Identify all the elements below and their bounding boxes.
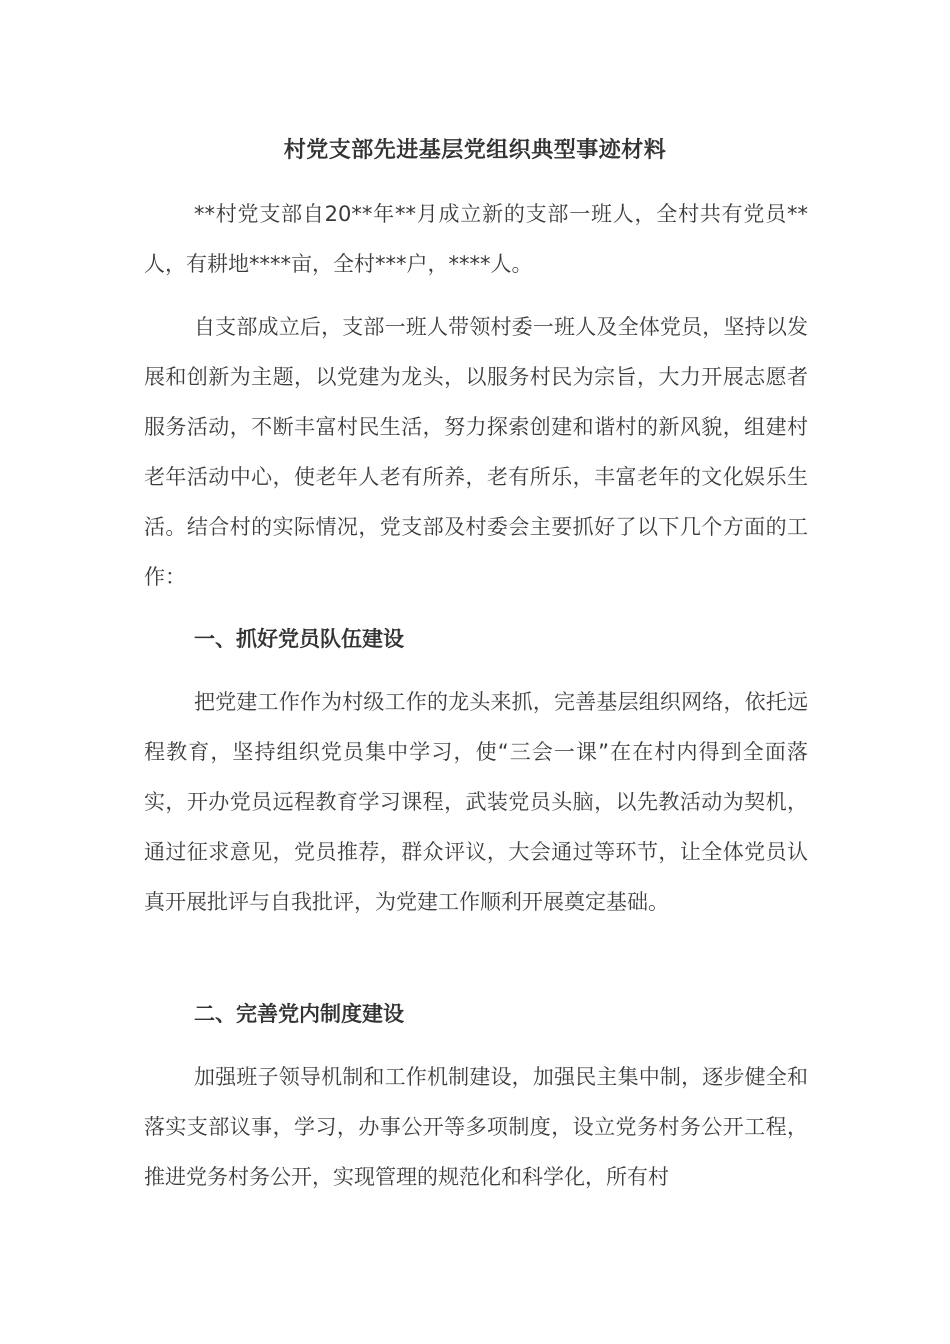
- section-heading-party-system: 二、完善党内制度建设: [194, 1002, 404, 1026]
- section-heading-party-members: 一、抓好党员队伍建设: [194, 627, 404, 651]
- intro-paragraph: **村党支部自20**年**月成立新的支部一班人，全村共有党员**人，有耕地****亩，全村***户，****人。: [144, 202, 808, 276]
- document-title: 村党支部先进基层党组织典型事迹材料: [283, 138, 667, 163]
- party-members-paragraph: 把党建工作作为村级工作的龙头来抓，完善基层组织网络，依托远程教育，坚持组织党员集中学习，使“三会一课”在在村内得到全面落实，开办党员远程教育学习课程，武装党员头脑，以先教活动为契机，通过征求意见，党员推荐，群众评议，大会通过等环节，让全体党员认真开展批评与自我批评，为党建工作顺利开展奠定基础。: [144, 690, 808, 914]
- work-overview-paragraph: 自支部成立后，支部一班人带领村委一班人及全体党员，坚持以发展和创新为主题，以党建为龙头，以服务村民为宗旨，大力开展志愿者服务活动，不断丰富村民生活，努力探索创建和谐村的新风貌，组建村老年活动中心，使老年人老有所养，老有所乐，丰富老年的文化娱乐生活。结合村的实际情况，党支部及村委会主要抓好了以下几个方面的工作：: [144, 315, 808, 589]
- party-system-paragraph: 加强班子领导机制和工作机制建设，加强民主集中制，逐步健全和落实支部议事，学习，办事公开等多项制度，设立党务村务公开工程，推进党务村务公开，实现管理的规范化和科学化，所有村: [144, 1065, 808, 1189]
